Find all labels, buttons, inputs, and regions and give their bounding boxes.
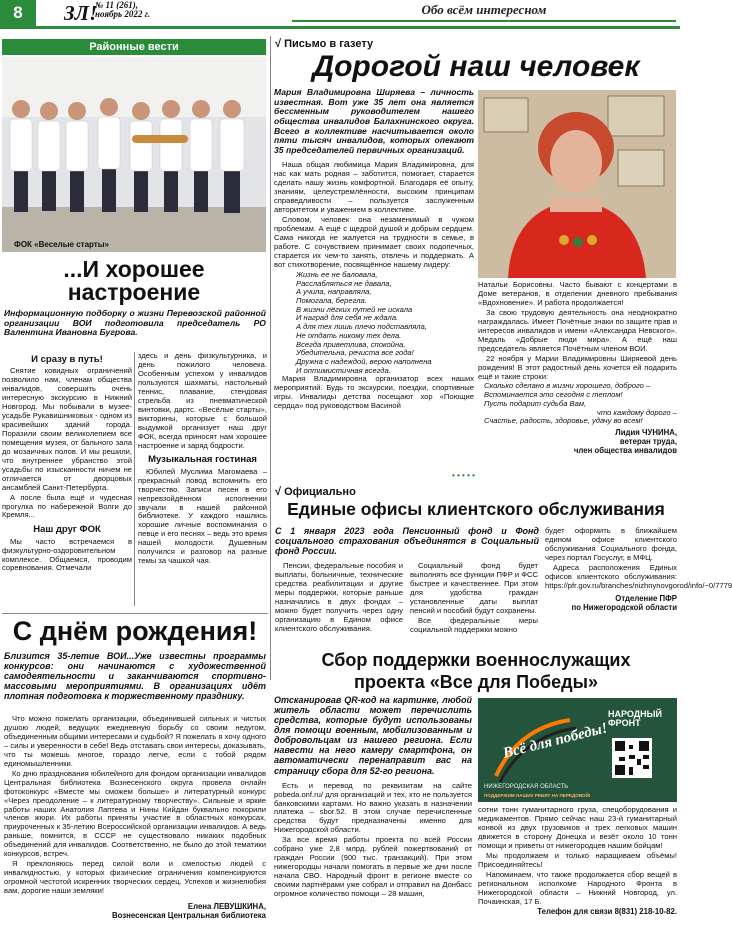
collection-column-2 (478, 806, 677, 917)
collection-lead: Отсканировав QR-код на картинке, любой житель области может перечислить средства, которые будут использованы для помощи военным, мобилизованным и добровольцам из нашего региона. Если навести на него камеру смартфона, он автоматически перенаправит вас на страницу сбора для 52-го региона. (274, 695, 472, 776)
verse-line: Пусть подарит судьба Вам, (484, 398, 587, 408)
subheading-fok: Наш друг ФОК (33, 524, 101, 536)
group-photo-illustration (2, 57, 266, 252)
district-column-1 (2, 350, 132, 574)
district-headline (2, 258, 266, 304)
official-lead: С 1 января 2023 года Пенсионный фонд и Фонд социального страхования объединятся в Социальный фонд России. (275, 526, 539, 557)
verse-line: что каждому дорого – (596, 407, 677, 417)
dedication-poem (274, 271, 474, 376)
official-column-3 (545, 526, 732, 612)
issue-info (95, 1, 150, 20)
letter-tag: √ Письмо в газету (275, 38, 374, 50)
subheading-trip: И сразу в путь! (31, 354, 103, 365)
paragraph: будет оформить в ближайшем едином офисе клиентского обслуживания Социального фонда, через портал Госуслуг, в МФЦ. (545, 526, 677, 562)
poem-line: Не отдать никому тех дела. (296, 330, 402, 340)
paragraph: Наша общая любимица Мария Владимировна, для нас как мать родная – заботится, помогает, старается сделать нашу жизнь комфортной. Благодаря её опыту, знаниям, целеустремлённости, высоким принципам справедливости – пользуется заслуженным авторитетом и уважением в коллективе. (274, 160, 474, 215)
paragraph: Социальный фонд будет выполнять все функции ПФР и ФСС быстрее и качественнее. При этом для удобства граждан установленные даты выплат пенсий и пособий будут сохранены. (410, 561, 538, 615)
author-name: Лидия ЧУНИНА, (615, 428, 677, 438)
collection-column-1 (274, 695, 472, 900)
portrait-illustration (478, 90, 676, 278)
author-region: по Нижегородской области (571, 602, 677, 612)
collection-headline (275, 650, 677, 693)
separator-dots: • • • • • (452, 471, 475, 480)
official-signature (545, 594, 677, 612)
paragraph: Я преклоняюсь перед силой воли и смелостью людей с инвалидностью, у которых физические ограничения компенсируются огромной честотой искренних творческих сердец. Успехов и жизнелюбия вам, дорогие наши земляки! (4, 859, 266, 896)
letter-tag-label: Письмо в газету (284, 38, 374, 50)
paragraph: здесь и день физкультурника, и день пожилого человека. Особенным успехом у инвалидов пользуются шахматы, настольный теннис, плавание, стендовая стрельба из пневматической винтовки, дартс. «Весёлые старты», викторины, которые с большой выдумкой организует наш друг ФОК, всегда приносят нам хорошее настроение и заряд бодрости. (138, 351, 267, 450)
paragraph: Мы часто встречаемся в физкультурно-оздоровительном комплексе. Общаемся, проводим соревнования. Отмечали (2, 536, 132, 573)
author-name: Елена ЛЕВУШКИНА, (187, 902, 266, 912)
paragraph: За все время работы проекта по всей России собрано уже 2,8 млрд. рублей пожертвований от граждан России (900 тыс. транзакций). При этом нижегородцы начали помогать в первые же дни после начала СВО. Народный фронт в регионе вместе со своими партнёрами уже собрал и отправил на Донбасс огромное количество помощи – 28 машин, (274, 835, 472, 899)
page-divider (270, 36, 271, 680)
paragraph: А после была ещё и чудесная прогулка по набережной Волги до Кремля... (2, 492, 132, 520)
author-title: ветеран труда, (619, 437, 677, 447)
paragraph: Юбилей Муслима Магомаева – прекрасный повод вспомнить его творчество. Записи песен в его непревзойдённом исполнении звучали в нашей районной библиотеке. У каждого нашлись хорошие личные воспоминания о певце и его песнях – ведь это время нашей молодости. Душевным получился и разговор на разные темы за чашкой чая. (138, 466, 267, 566)
banner-note: ПОДДЕРЖИМ НАШИХ РЕБЯТ НА ПЕРЕДОВОЙ! (484, 793, 591, 798)
poem-line: Расслабляться не давала, (296, 278, 392, 288)
letter-lead: Мария Владимировна Ширяева – личность известная. Вот уже 35 лет она является бессменным руководителем нашего общества инвалидов Балахнинского округа. Всего в коллективе насчитывается около пяти тысяч инвалидов, которых опекают 35 председателей первичных организаций. (274, 87, 474, 155)
contact-phone: Телефон для связи 8(831) 218-10-82. (537, 907, 677, 917)
paragraph: 22 ноября у Марии Владимировны Ширяевой день рождения! В этот радостный день хочется ей подарить ещё и такие строки: (478, 353, 677, 381)
newspaper-logo: ЗЛ! (64, 1, 98, 25)
paragraph: сотни тонн гуманитарного груза, спецоборудования и медикаментов. Прямо сейчас наш 23-й гуманитарный конвой из двух грузовиков и трех легковых машин движется в сторону Донецка и везёт около 10 тонн помощи и приветы от нижегородцев нашим бойцам! (478, 805, 677, 850)
poem-line: И оптимистичная всегда. (296, 365, 391, 375)
verse-line: Вспоминается это сегодня с теплом! (484, 390, 623, 400)
official-tag: √ Официально (275, 486, 356, 498)
paragraph: Словом, человек она незаменимый в чужом проблемам. А ещё с щедрой душой и добрым сердцем. Сама никогда не жалуется на трудности в семье, в работе. С сочувствием принимает своих подопечных, старается их чем-то занять, отвлечь и поддержать. А вот стихотворение, посвящённое нашему лидеру: (274, 215, 474, 269)
birthday-lead: Близится 35-летие ВОИ...Уже известны программы конкурсов: они начинаются с художественной самодеятельности и заканчиваются спортивно-массовыми мероприятиями. В организациях идёт плотная подготовка к торжественному празднику. (4, 651, 266, 702)
letter-headline: Дорогой наш человек (312, 50, 640, 83)
official-headline: Единые офисы клиентского обслуживания (287, 499, 665, 519)
paragraph: Снятие ковидных ограничений позволило нам, членам общества инвалидов, совершить очень интересную экскурсию в Нижний Новгород. Мы побывали в музее-усадьбе Рукавишниковых - одном из красивейших зданий города. Поразили своим великолепием все помещения музея, от бального зала до мозаичных полов. И мы решили, что внутреннее убранство этой усадьбы по изысканности ничем не отличается от дворцовых ансамблей Санкт-Петербурга. (2, 366, 132, 492)
letter-column-1 (274, 88, 474, 412)
headline-line1: ...И хорошее (63, 256, 205, 282)
section-divider (2, 613, 268, 614)
verse-line: Счастье, радость, здоровье, удачу во всем! (484, 416, 643, 426)
page-number: 8 (0, 0, 36, 26)
paragraph: Все федеральные меры социальной поддержки можно (410, 615, 538, 634)
verse-line: Сколько сделано в жизни хорошего, доброго – (484, 381, 651, 391)
poem-line: А для тех лишь плечо подставляла, (296, 322, 427, 332)
header-rule (0, 26, 680, 29)
poem-line: Убедительна, речиста все года! (296, 348, 414, 358)
birthday-wish-verse (478, 382, 677, 426)
poem-line: Дружна с надеждой, верою наполнена (296, 357, 432, 366)
official-column-1 (275, 562, 403, 635)
district-group-photo (2, 57, 266, 252)
headline-line2: настроение (67, 279, 201, 305)
letter-signature (478, 428, 677, 456)
banner-region: НИЖЕГОРОДСКАЯ ОБЛАСТЬ (484, 784, 569, 790)
headline-line1: Сбор поддержки военнослужащих (321, 650, 631, 670)
district-lead: Информационную подборку о жизни Перевозской районной организации ВОИ подготовила председатель РО Валентина Ивановна Бугрова. (4, 308, 266, 338)
banner-slogan: Всё для победы! (501, 720, 610, 762)
letter-column-2 (478, 281, 677, 456)
issue-number: № 11 (261), (95, 0, 138, 10)
paragraph: Есть и перевод по реквизитам на сайте pobeda.onf.ru/ для организаций и тех, кто не пользуется банковскими картами. Но важно указать в назначении платежа – sbor.52. В этом случае перечисленные средства будут предназначены именно для Нижегородской области. (274, 780, 472, 835)
author-org: Вознесенская Центральная библиотека (112, 911, 266, 921)
paragraph: Мария Владимировна организатор всех наших мероприятий. Будь то экскурсии, поездки, спортивные игры. Инвалиды детства посещают хор «Поющие сердца» под руководством Васиной (274, 374, 474, 411)
portrait-photo (478, 90, 676, 278)
column-divider (134, 352, 135, 606)
pobeda-banner (478, 698, 677, 802)
subheading-music: Музыкальная гостиная (148, 454, 257, 466)
birthday-body (4, 715, 266, 920)
paragraph: Пенсии, федеральные пособия и выплаты, больничные, технические средства реабилитации и другие меры поддержки, которые раньше назначались в двух фондах – можно будет получить через одну организацию в Едином офисе клиентского обслуживания. (275, 561, 403, 633)
headline-line2: проекта «Все для Победы» (354, 671, 598, 692)
paragraph: Адреса расположения Единых офисов клиентского обслуживания: https://pfr.gov.ru/branches/nizhnynovgorod/info/~0/7779 (545, 562, 732, 590)
paragraph: За свою трудовую деятельность она неоднократно награждалась. Имеет Почётные знаки по защите прав и интересов инвалидов и имени «Александра Невского». Медаль «Добрые люди мира». А ещё наш председатель является Почётным членом ВОИ. (478, 307, 677, 353)
paragraph: Напоминаем, что также продолжается сбор вещей в региональном исполкоме Народного Фронта в Нижегородской области – Нижний Новгород, ул. Почаинская, 17 Б. (478, 869, 677, 906)
author-org: Отделение ПФР (615, 593, 677, 603)
issue-date: ноябрь 2022 г. (95, 9, 151, 20)
birthday-signature (4, 902, 266, 920)
photo-caption: ФОК «Веселые старты» (14, 240, 110, 249)
paragraph: Что можно пожелать организации, объединившей сильных и чистых душою людей, ведущих ежедневную борьбу со своим недугом, объединенным общими интересами и судьбой? Я пожелать я хочу одного – силы и уверенности в себе! Ведь отставать свои интересы, доказывать, что ты можешь многое, гораздо легче, если с тобой рядом единомышленники. (4, 714, 266, 768)
poem-line: Помогала, берегла. (296, 295, 367, 305)
poem-line: А учила, направляла, (296, 287, 372, 297)
poem-line: Всегда приветлива, спокойна, (296, 339, 406, 349)
section-label-district: Районные вести (2, 39, 266, 55)
poem-line: В жизни лёгких путей не искала (296, 304, 413, 314)
paragraph: Натальи Борисовны. Часто бывают с концертами в Доме ветеранов, в отделении дневного пребывания «Вдохновение». И работа продолжается! (478, 280, 677, 307)
author-org: член общества инвалидов (573, 446, 677, 456)
section-rubric: Обо всём интересном (292, 2, 676, 22)
birthday-headline: С днём рождения! (12, 616, 258, 646)
official-tag-label: Официально (284, 486, 356, 498)
poem-line: И наград для себя не ждала. (296, 313, 399, 323)
poem-line: Жизнь ее не баловала, (296, 269, 378, 279)
official-column-2 (410, 562, 538, 636)
paragraph: Ко дню празднования юбилейного для фондом организации инвалидов Центральная библиотека Вознесенского округа провела онлайн фотоконкурс «Вместе мы сможем больше» и литературный конкурс «Через преодоление – к литературному творчеству». Сильные и яркие работы наших Анатолия Лаптева и Нины Кийдан буквально покорили членов жюри. Их работы приняты участие в областных конкурсах, приуроченных к 35-летию Всероссийской организации инвалидов. А ведь раньше, помнится, в СССР не существовало никаких подобных объединений для инвалидов. Соответственно, не было до этой тематики конкурсов, встреч. (4, 768, 266, 859)
banner-brand: НАРОДНЫЙ ФРОНТ (608, 709, 662, 729)
district-column-2 (138, 352, 267, 567)
paragraph: Мы продолжаем и только наращиваем объёмы! Присоединяйтесь! (478, 850, 677, 869)
